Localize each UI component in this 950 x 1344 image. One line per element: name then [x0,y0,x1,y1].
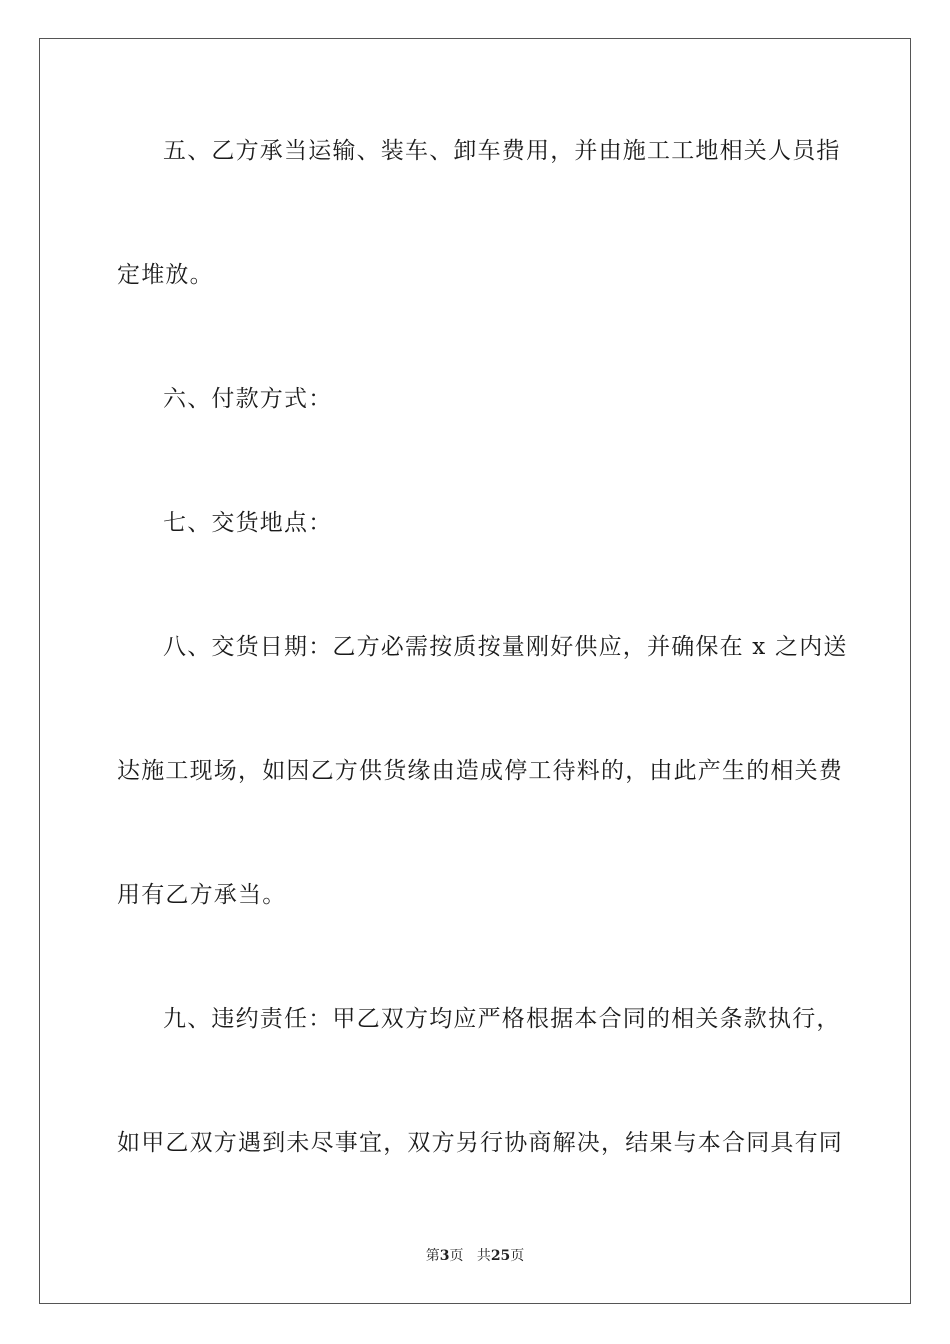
page-number: 3 [439,1248,450,1264]
page-footer [0,1247,950,1265]
paragraph-8-line-3: 用有乙方承当。 [117,882,287,908]
total-suffix: 页 [510,1248,525,1264]
page-suffix: 页 [449,1248,464,1264]
total-pages: 25 [490,1248,511,1264]
paragraph-5-line-2: 定堆放。 [117,262,214,288]
paragraph-9-line-2: 如甲乙双方遇到未尽事宜，双方另行协商解决，结果与本合同具有同 [117,1130,843,1156]
page-border [39,38,911,1304]
paragraph-5-line-1: 五、乙方承当运输、装车、卸车费用，并由施工工地相关人员指 [163,138,841,164]
paragraph-8-line-1: 八、交货日期：乙方必需按质按量刚好供应，并确保在 x 之内送 [163,634,848,660]
paragraph-9-line-1: 九、违约责任：甲乙双方均应严格根据本合同的相关条款执行， [163,1006,841,1032]
paragraph-6-payment-method: 六、付款方式： [163,386,333,412]
paragraph-8-line-2: 达施工现场，如因乙方供货缘由造成停工待料的，由此产生的相关费 [117,758,843,784]
paragraph-7-delivery-location: 七、交货地点： [163,510,333,536]
total-prefix: 共 [476,1248,491,1264]
page-prefix: 第 [425,1248,440,1264]
